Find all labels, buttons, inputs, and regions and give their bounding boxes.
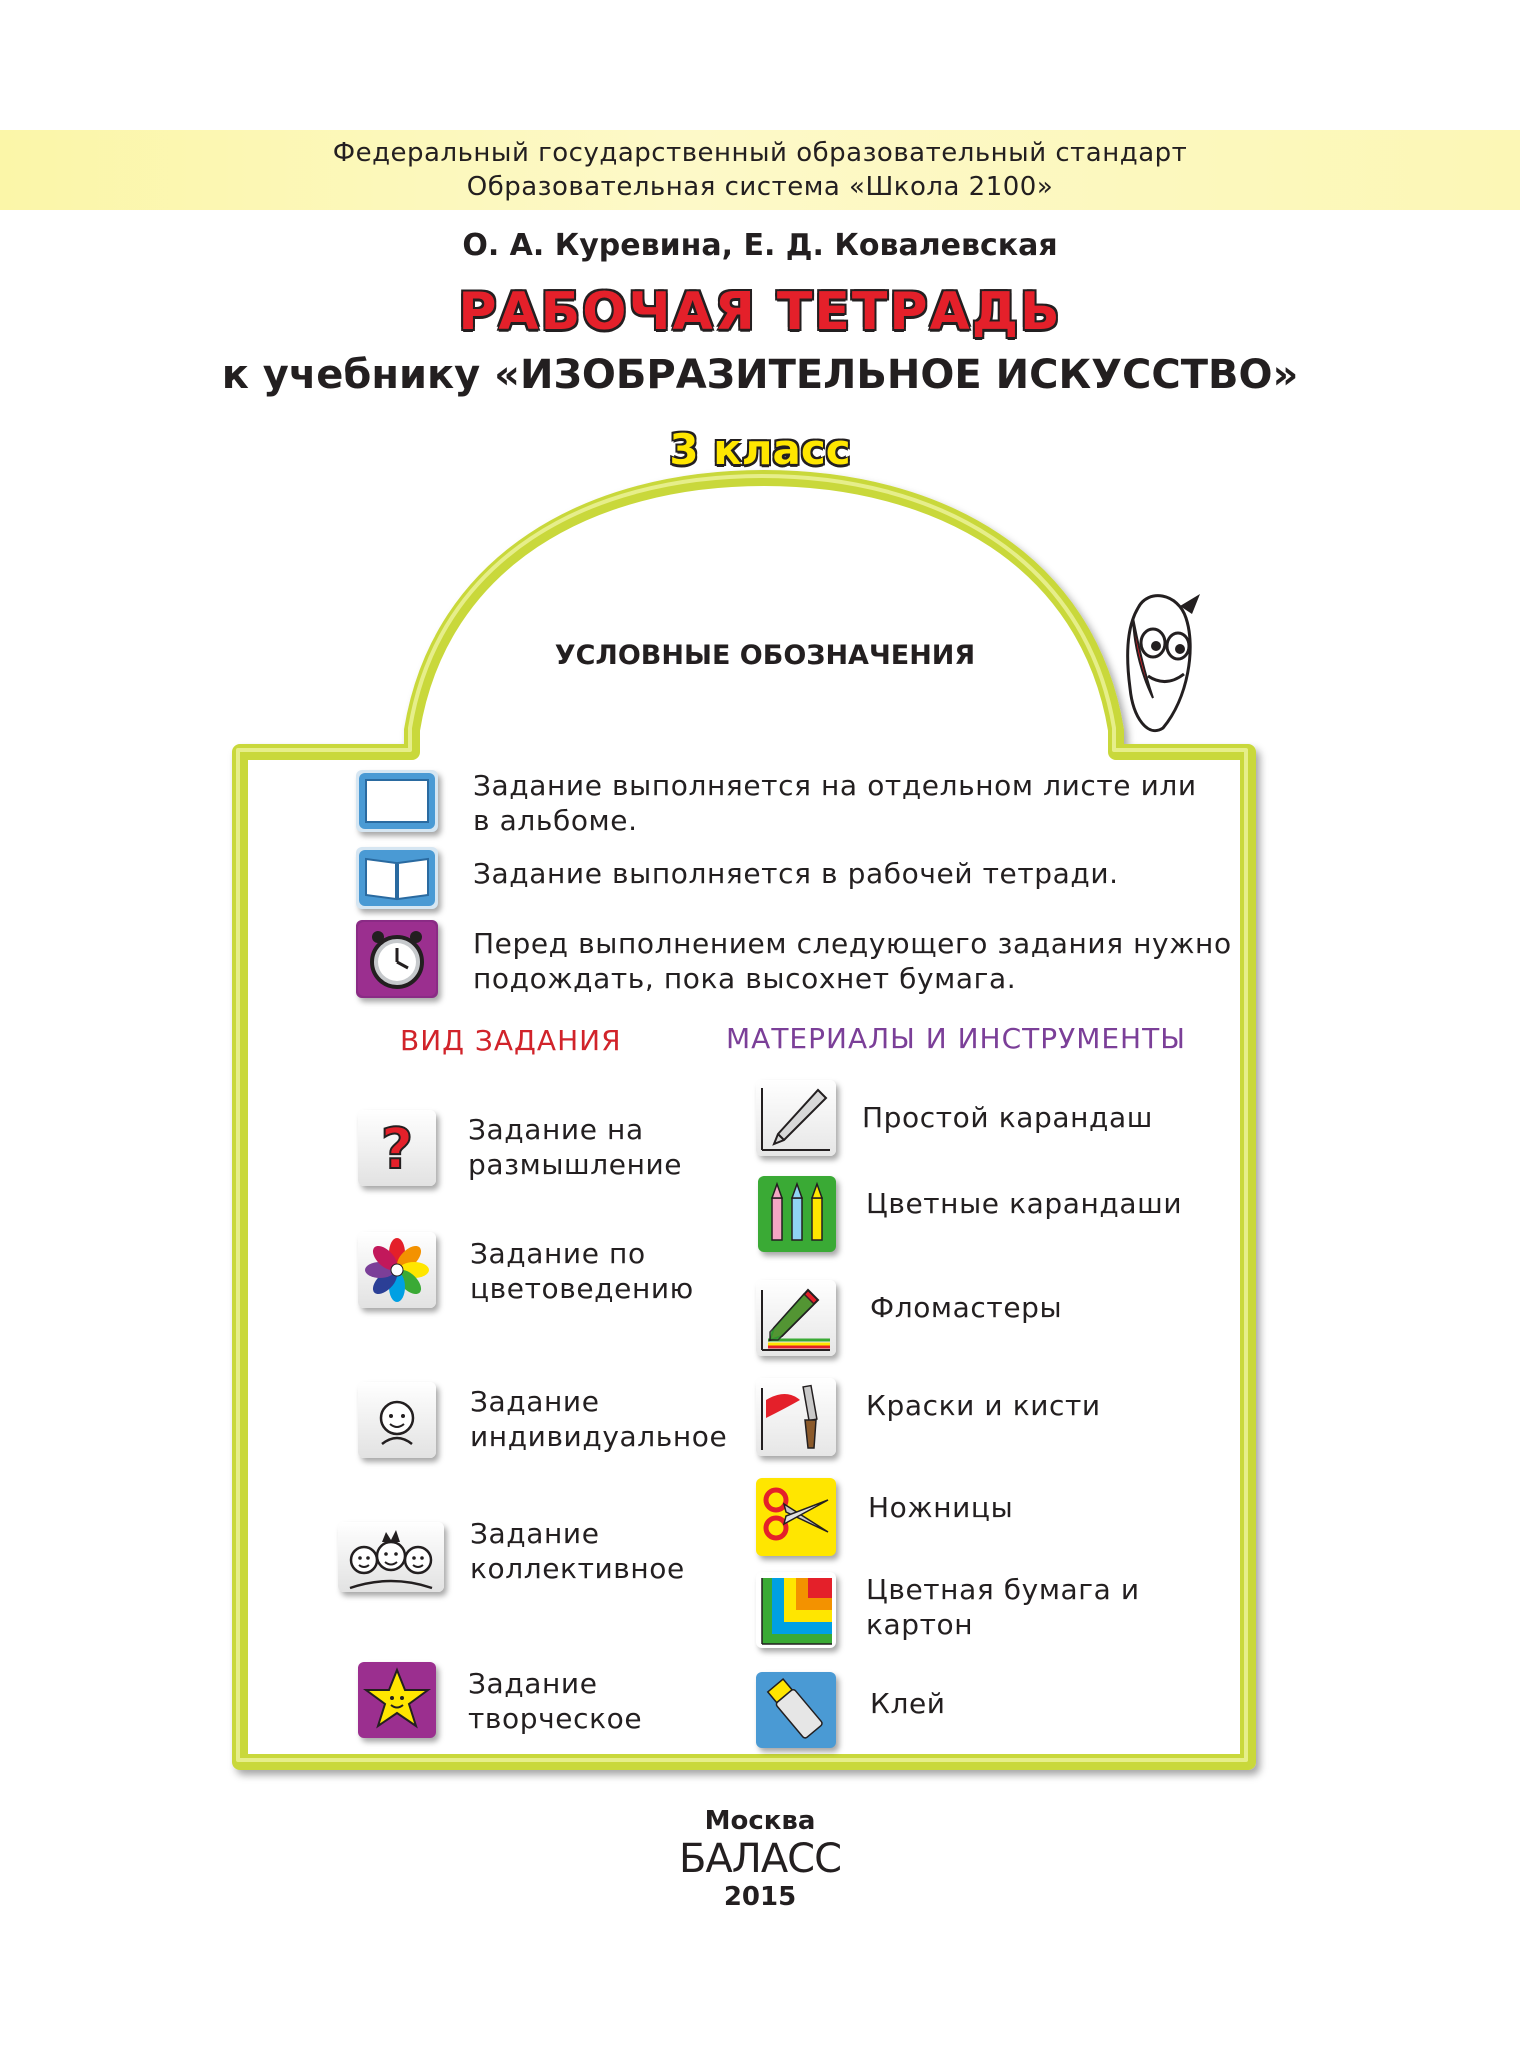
colored-paper-icon [756,1572,836,1648]
scissors-icon [756,1478,836,1556]
authors: О. А. Куревина, Е. Д. Ковалевская [462,228,1058,263]
task-type-text-1: Задание на размышление [468,1113,683,1181]
subtitle: к учебнику «ИЗОБРАЗИТЕЛЬНОЕ ИСКУССТВО» [221,352,1299,398]
city: Москва [704,1806,816,1836]
material-text-6: Цветная бумага и картон [866,1573,1140,1641]
material-text-5: Ножницы [868,1491,1014,1524]
paint-brush-icon [756,1378,836,1456]
general-text-3: Перед выполнением следующего задания нужно подождать, пока высохнет бумага. [473,927,1232,995]
general-text-1: Задание выполняется на отдельном листе или в альбоме. [473,769,1197,837]
material-text-7: Клей [870,1687,946,1720]
publisher-logo: БАЛАСС [678,1836,842,1882]
markers-icon [756,1280,836,1356]
material-text-3: Фломастеры [870,1291,1063,1324]
alarm-clock-icon [356,920,438,998]
question-mark-icon [358,1110,436,1186]
pencil-icon [756,1080,836,1156]
open-book-icon [356,847,438,909]
task-type-text-5: Задание творческое [468,1667,643,1735]
glue-stick-icon [756,1672,836,1748]
grade-label: 3 класс [669,425,851,474]
colored-pencils-icon [758,1176,836,1252]
task-type-text-4: Задание коллективное [470,1517,685,1585]
group-faces-icon [338,1522,444,1592]
system-line: Образовательная система «Школа 2100» [466,172,1054,202]
standard-line: Федеральный государственный образовательный стандарт [332,138,1188,168]
task-types-heading: ВИД ЗАДАНИЯ [400,1024,622,1057]
task-type-text-3: Задание индивидуальное [470,1385,728,1453]
year: 2015 [723,1882,797,1912]
general-text-2: Задание выполняется в рабочей тетради. [473,857,1119,890]
blank-sheet-icon [356,770,438,832]
material-text-2: Цветные карандаши [866,1187,1183,1220]
material-text-4: Краски и кисти [866,1389,1101,1422]
color-flower-icon [358,1232,436,1308]
child-face-icon [358,1382,436,1458]
materials-heading: МАТЕРИАЛЫ И ИНСТРУМЕНТЫ [726,1022,1186,1055]
legend-title: УСЛОВНЫЕ ОБОЗНАЧЕНИЯ [554,640,976,671]
star-icon [358,1662,436,1738]
page-title: РАБОЧАЯ ТЕТРАДЬ [458,282,1062,342]
task-type-text-2: Задание по цветоведению [470,1237,694,1305]
material-text-1: Простой карандаш [862,1101,1153,1134]
mascot-icon [1108,588,1203,738]
svg-text:?: ? [380,1117,414,1182]
